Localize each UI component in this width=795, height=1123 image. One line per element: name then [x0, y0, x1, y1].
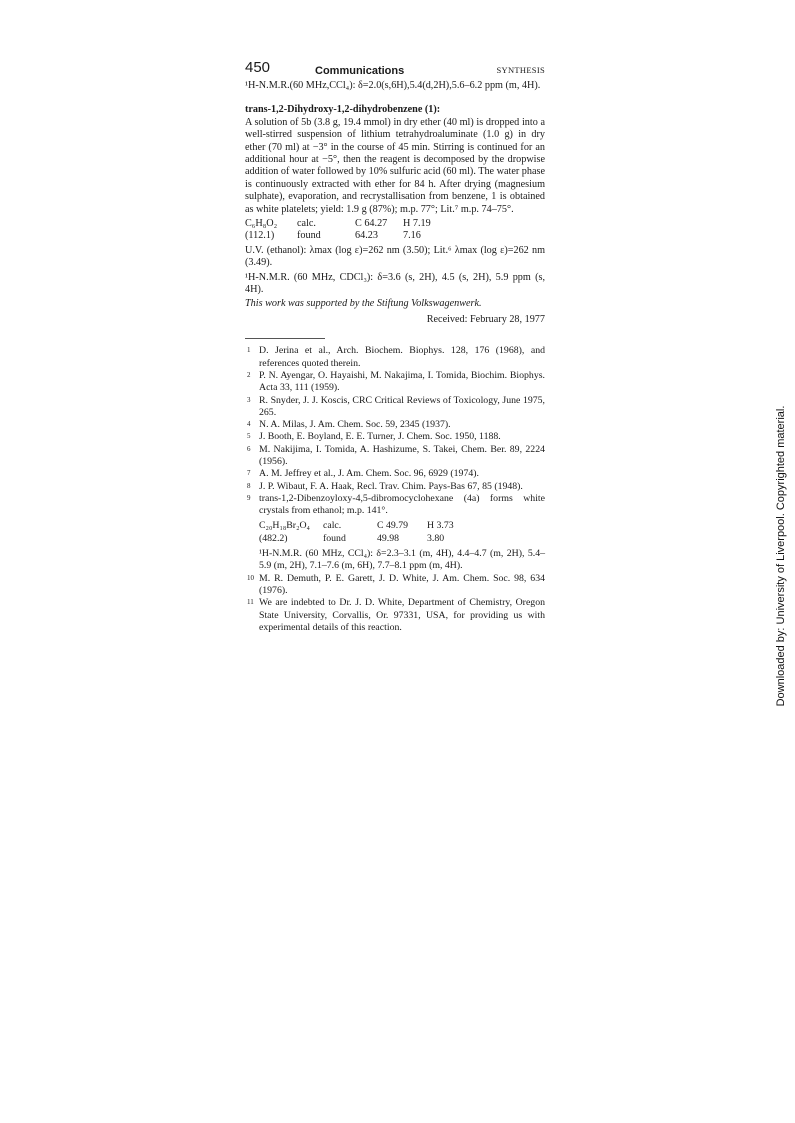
analysis-cell: C 64.27	[355, 218, 388, 230]
reference-item	[245, 468, 545, 480]
reference-number: 4	[247, 420, 251, 429]
reference-analysis	[259, 520, 545, 545]
reference-text: A. M. Jeffrey et al., J. Am. Chem. Soc. 96, 6929 (1974).	[259, 468, 479, 480]
reference-nmr: ¹H-N.M.R. (60 MHz, CCl₄): δ=2.3–3.1 (m, 4H), 4.4–4.7 (m, 2H), 5.4–5.9 (m, 2H), 7.1–7.6 (m, 6H), 7.7–8.1 ppm (m, 4H).	[259, 548, 545, 572]
analysis-cell: 7.16	[403, 230, 421, 242]
reference-number: 8	[247, 481, 251, 490]
reference-item	[245, 597, 545, 634]
procedure-text: A solution of 5b (3.8 g, 19.4 mmol) in dry ether (40 ml) is dropped into a well-stirred suspension of lithium tetrahydroaluminate (1.0 g) in dry ether (70 ml) at −3° in the course of 45 min. Stirring is continued for an additional hour at −5°, then the reagent is decomposed by the dropwise addition of water followed by 10% sulfuric acid (60 ml). The water phase is continuously extracted with ether for 84 h. After drying (magnesium sulphate), evaporation, and recrystallisation from benzene, 1 is obtained as white platelets; yield: 1.9 g (87%); m.p. 77°; Lit.⁷ m.p. 74–75°.	[245, 116, 545, 215]
nmr-bottom: ¹H-N.M.R. (60 MHz, CDCl₃): δ=3.6 (s, 2H), 4.5 (s, 2H), 5.9 ppm (s, 4H).	[245, 271, 545, 296]
analysis-cell: (482.2)	[259, 532, 288, 544]
reference-number: 5	[247, 432, 251, 441]
analysis-cell: 49.98	[377, 532, 400, 544]
analysis-cell: C₂₀H₁₈Br₂O₄	[259, 520, 310, 532]
analysis-cell: calc.	[323, 520, 342, 532]
footnote-divider	[245, 338, 325, 339]
reference-item	[245, 481, 545, 493]
page-header	[245, 60, 545, 80]
reference-text: J. Booth, E. Boyland, E. E. Turner, J. Chem. Soc. 1950, 1188.	[259, 431, 501, 443]
acknowledgement: This work was supported by the Stiftung Volkswagenwerk.	[245, 297, 482, 309]
reference-number: 7	[247, 469, 251, 478]
nmr-top: ¹H-N.M.R.(60 MHz,CCl₄): δ=2.0(s,6H),5.4(d,2H),5.6–6.2 ppm (m, 4H).	[245, 80, 541, 91]
reference-item	[245, 370, 545, 395]
reference-text: We are indebted to Dr. J. D. White, Department of Chemistry, Oregon State University, Corvallis, Or. 97331, USA, for providing us with experimental details of this reaction.	[259, 597, 545, 633]
reference-number: 2	[247, 370, 251, 379]
analysis-cell: 3.80	[427, 532, 445, 544]
reference-text: M. Nakijima, I. Tomida, A. Hashizume, S. Takei, Chem. Ber. 89, 2224 (1956).	[259, 443, 545, 467]
compound-title: trans-1,2-Dihydroxy-1,2-dihydrobenzene (1):	[245, 104, 441, 116]
journal-name: SYNTHESIS	[496, 65, 545, 75]
analysis-cell: 64.23	[355, 230, 378, 242]
reference-number: 11	[247, 598, 254, 607]
analysis-cell: C₆H₈O₂	[245, 218, 278, 230]
elemental-analysis	[245, 218, 545, 243]
reference-item	[245, 444, 545, 469]
section-title: Communications	[315, 65, 405, 77]
reference-item	[245, 493, 545, 573]
reference-item	[245, 419, 545, 431]
reference-text: N. A. Milas, J. Am. Chem. Soc. 59, 2345 (1937).	[259, 419, 451, 431]
analysis-cell: C 49.79	[377, 520, 409, 532]
analysis-cell: H 3.73	[427, 520, 454, 532]
reference-number: 9	[247, 493, 251, 502]
reference-item	[245, 573, 545, 598]
analysis-cell: found	[297, 230, 321, 242]
reference-text: P. N. Ayengar, O. Hayaishi, M. Nakajima, I. Tomida, Biochim. Biophys. Acta 33, 111 (1959).	[259, 369, 545, 394]
reference-text: J. P. Wibaut, F. A. Haak, Recl. Trav. Chim. Pays-Bas 67, 85 (1948).	[259, 480, 523, 492]
uv-data: U.V. (ethanol): λmax (log ε)=262 nm (3.50); Lit.⁶ λmax (log ε)=262 nm (3.49).	[245, 244, 545, 269]
reference-item	[245, 431, 545, 443]
reference-number: 3	[247, 395, 251, 404]
download-watermark: Downloaded by: University of Liverpool. Copyrighted material.	[775, 405, 787, 707]
reference-text: trans-1,2-Dibenzoyloxy-4,5-dibromocyclohexane (4a) forms white crystals from ethanol; m.p. 141°.	[259, 492, 545, 517]
reference-item	[245, 395, 545, 420]
reference-number: 1	[247, 346, 251, 355]
reference-number: 6	[247, 444, 251, 453]
reference-item	[245, 345, 545, 370]
reference-number: 10	[247, 573, 254, 582]
reference-text: M. R. Demuth, P. E. Garett, J. D. White, J. Am. Chem. Soc. 98, 634 (1976).	[259, 572, 545, 596]
page-number: 450	[245, 59, 271, 76]
analysis-cell: H 7.19	[403, 218, 431, 230]
analysis-cell: found	[323, 532, 346, 544]
reference-text: D. Jerina et al., Arch. Biochem. Biophys. 128, 176 (1968), and references quoted therein.	[259, 345, 545, 369]
received-date: Received: February 28, 1977	[426, 313, 545, 325]
analysis-cell: (112.1)	[245, 230, 275, 242]
article-column	[245, 60, 545, 634]
references-list	[245, 345, 545, 634]
analysis-cell: calc.	[297, 218, 316, 230]
reference-text: R. Snyder, J. J. Koscis, CRC Critical Reviews of Toxicology, June 1975, 265.	[259, 394, 545, 418]
